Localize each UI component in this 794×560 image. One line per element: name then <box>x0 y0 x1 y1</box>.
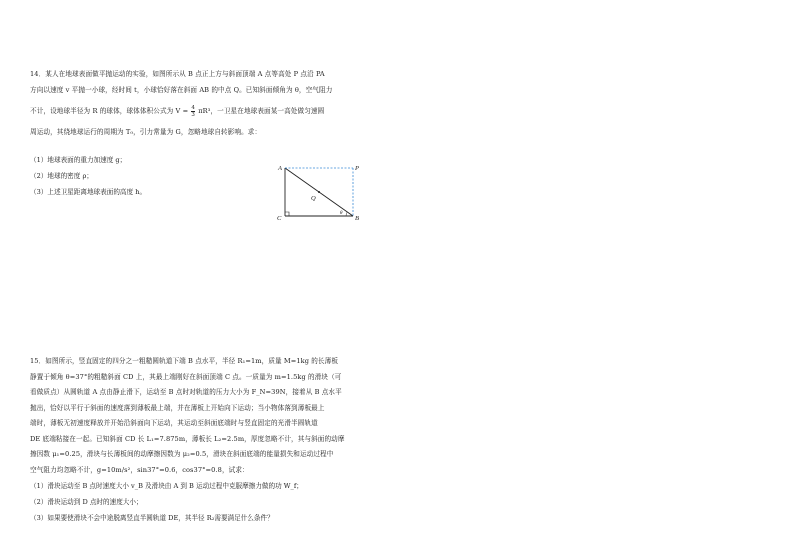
label-theta: θ <box>340 211 343 216</box>
label-B: B <box>355 215 359 222</box>
label-A: A <box>278 165 282 172</box>
q14-sub-3: （3）上述卫星距离地球表面的高度 h。 <box>30 188 147 196</box>
q15-sub-3: （3）如果要使滑块不会中途脱离竖直半圆轨道 DE，其半径 R₂需要满足什么条件？ <box>30 514 274 522</box>
fraction-denominator: 3 <box>191 111 196 118</box>
q14-line-2: 方向以速度 v 平抛一小球，经时间 t，小球恰好落在斜面 AB 的中点 Q。已知斜面倾角为 θ，空气阻力 <box>30 86 333 94</box>
q15-line-2: 静置于倾角 θ=37°的粗糙斜面 CD 上，其最上端刚好在斜面顶端 C 点。一质量为 m=1.5kg 的滑块（可 <box>30 372 342 381</box>
label-P: P <box>355 165 359 172</box>
q14-line-3-start: 不计，设地球半径为 R 的球体，球体体积公式为 V = <box>30 107 189 115</box>
q15-line-8: 空气阻力均忽略不计，g=10m/s²，sin37°=0.6，cos37°=0.8，试求： <box>30 465 249 474</box>
incline-diagram-svg <box>270 160 370 226</box>
question-15-text <box>30 354 402 478</box>
q15-sub-2: （2）滑块运动到 D 点时的速度大小； <box>30 498 143 506</box>
label-C: C <box>277 215 282 222</box>
q15-line-4: 抛出，恰好以平行于斜面的速度落到薄板最上端，并在薄板上开始向下运动；当小物体落到薄板最上 <box>30 403 325 412</box>
q15-line-1: 15．如图所示，竖直固定的四分之一粗糙圆轨道下端 B 点水平，半径 R₁=1m，质量 M=1kg 的长薄板 <box>30 357 339 365</box>
q14-line-1: 14．某人在地球表面做平抛运动的实验，如图所示从 B 点正上方与斜面顶端 A 点等高处 P 点沿 PA <box>30 70 325 78</box>
q14-line-3 <box>30 98 390 124</box>
volume-fraction <box>191 105 195 118</box>
angle-arc <box>346 212 347 216</box>
question-14-subquestions <box>30 152 146 200</box>
q15-line-6: DE 底端粘接在一起。已知斜面 CD 长 L₁=7.875m，薄板长 L₂=2.5m，厚度忽略不计，其与斜面的动摩 <box>30 434 345 443</box>
point-Q <box>318 191 320 193</box>
fraction-numerator: 4 <box>191 104 196 111</box>
question-15-subquestions <box>30 478 303 526</box>
incline-diagram <box>270 160 370 226</box>
q15-line-3: 看做质点）从圆轨道 A 点由静止滑下，运动至 B 点时对轨道的压力大小为 F_N=39N，接着从 B 点水平 <box>30 388 342 396</box>
label-Q: Q <box>311 195 316 202</box>
right-angle-mark <box>285 212 289 216</box>
q15-line-5: 端时，薄板无初速度释放并开始沿斜面向下运动，其运动至斜面底端时与竖直固定的光滑半圆轨道 <box>30 419 318 427</box>
q14-sub-1: （1）地球表面的重力加速度 g； <box>30 156 127 164</box>
q14-line-3-end: πR³，一卫星在地球表面某一高处做匀速圆 <box>198 107 325 115</box>
q14-sub-2: （2）地球的密度 ρ； <box>30 172 93 180</box>
question-14-text <box>30 66 390 140</box>
q15-line-7: 擦因数 μ₁=0.25，滑块与长薄板间的动摩擦因数为 μ₂=0.5，滑块在斜面底端的能量损失和运动过程中 <box>30 450 334 458</box>
q14-line-4: 周运动，其绕地球运行的周期为 T₀，引力常量为 G，忽略地球自转影响。求： <box>30 128 262 136</box>
q15-sub-1: （1）滑块运动至 B 点时速度大小 v_B 及滑块由 A 到 B 运动过程中克服摩擦力做的功 W_f； <box>30 482 303 490</box>
